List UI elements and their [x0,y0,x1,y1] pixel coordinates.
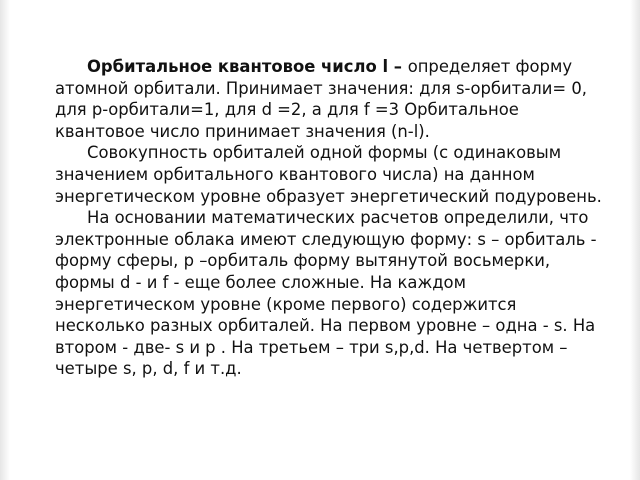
paragraph-orbital-shapes [55,207,603,380]
paragraph-orbital-number-text: определяет форму атомной орбитали. Принимает значения: для s-орбитали= 0, для p-орбитали=1, для d =2, а для f =3 Орбитальное квантовое число принимает значения (n-l). [55,57,587,141]
paragraph-orbital-number [55,56,603,142]
paragraph-sublevel [55,142,603,207]
paragraph-sublevel-text: Совокупность орбиталей одной формы (с одинаковым значением орбитального квантового числа) на данном энергетическом уровне образует энергетический подуровень. [55,143,602,206]
term-orbital-quantum-number: Орбитальное квантовое число l – [87,57,408,76]
slide-left-edge [0,0,10,480]
slide-text-body [55,56,603,380]
paragraph-orbital-shapes-text: На основании математических расчетов определили, что электронные облака имеют следующую форму: s – орбиталь - форму сферы, p –орбиталь форму вытянутой восьмерки, формы d - и f - еще более сложные. На каждом энергетическом уровне (кроме первого) содержится несколько разных орбиталей. На первом уровне – одна - s. На втором - две- s и p . На третьем – три s,p,d. На четвертом – четыре s, p, d, f и т.д. [55,208,597,379]
slide-right-edge [630,0,640,480]
